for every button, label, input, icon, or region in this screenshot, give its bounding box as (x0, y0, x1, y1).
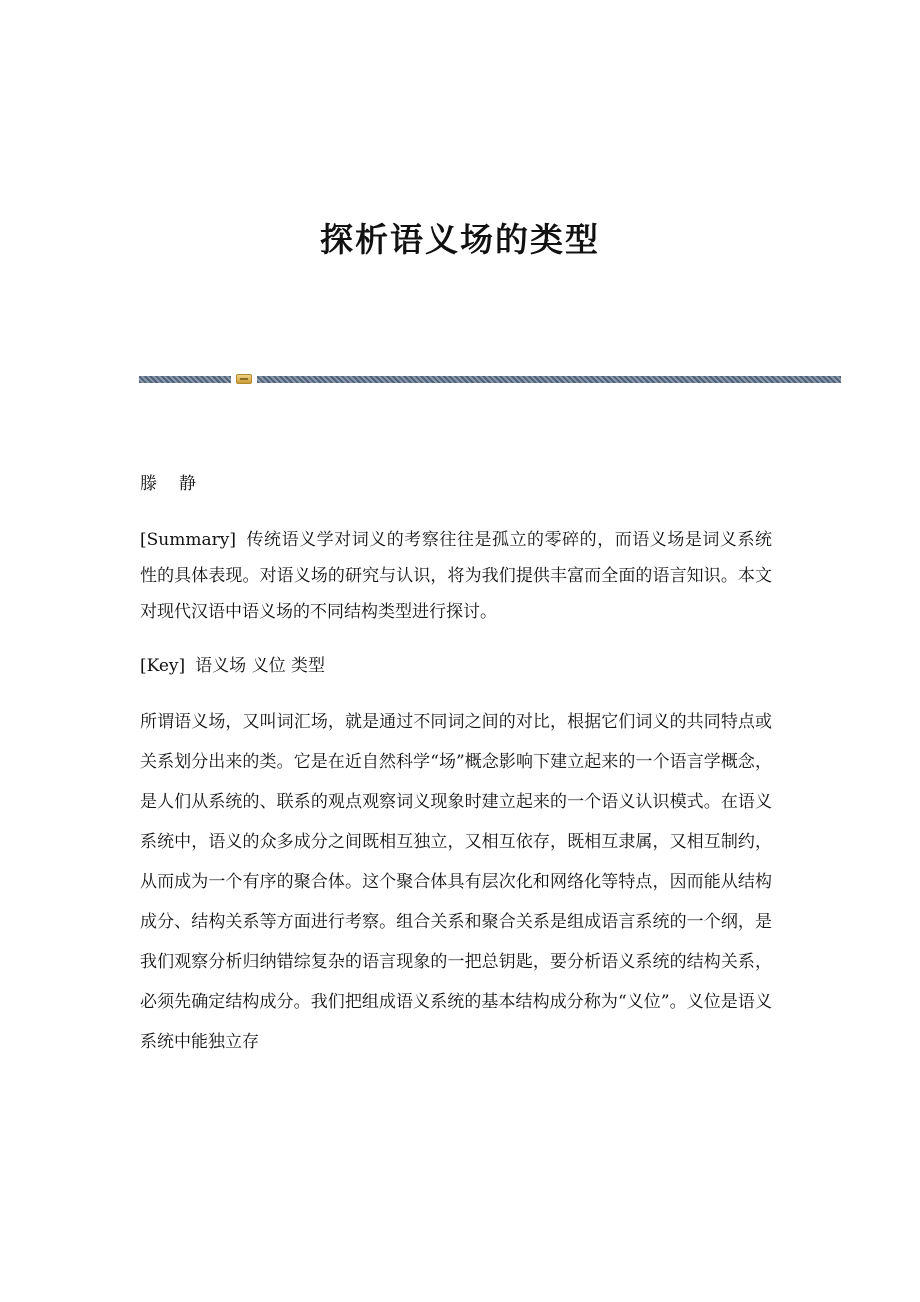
author-name: 滕静 (140, 474, 218, 494)
summary-tag: [Summary] (140, 530, 236, 550)
divider-bar-right (257, 376, 841, 383)
body-paragraph: 所谓语义场，又叫词汇场，就是通过不同词之间的对比，根据它们词义的共同特点或关系划分出来的类。它是在近自然科学“场”概念影响下建立起来的一个语言学概念，是人们从系统的、联系的观点观察词义现象时建立起来的一个语义认识模式。在语义系统中，语义的众多成分之间既相互独立，又相互依存，既相互隶属，又相互制约，从而成为一个有序的聚合体。这个聚合体具有层次化和网络化等特点，因而能从结构成分、结构关系等方面进行考察。组合关系和聚合关系是组成语言系统的一个纲，是我们观察分析归纳错综复杂的语言现象的一把总钥匙，要分析语义系统的结构关系，必须先确定结构成分。我们把组成语义系统的基本结构成分称为“义位”。义位是语义系统中能独立存 (140, 712, 772, 1052)
document-title: 探析语义场的类型 (320, 220, 600, 259)
divider-bar-left (139, 376, 231, 383)
title-divider (139, 374, 841, 384)
summary-text: 传统语义学对词义的考察往往是孤立的零碎的，而语义场是词义系统性的具体表现。对语义场的研究与认识，将为我们提供丰富而全面的语言知识。本文对现代汉语中语义场的不同结构类型进行探讨。 (140, 530, 772, 622)
keywords-tag: [Key] (140, 656, 186, 676)
divider-ornament-icon (236, 374, 252, 384)
document-content (140, 468, 772, 1062)
summary-paragraph (140, 522, 772, 630)
keywords-paragraph (140, 648, 772, 684)
keywords-text: 语义场 义位 类型 (195, 656, 325, 676)
